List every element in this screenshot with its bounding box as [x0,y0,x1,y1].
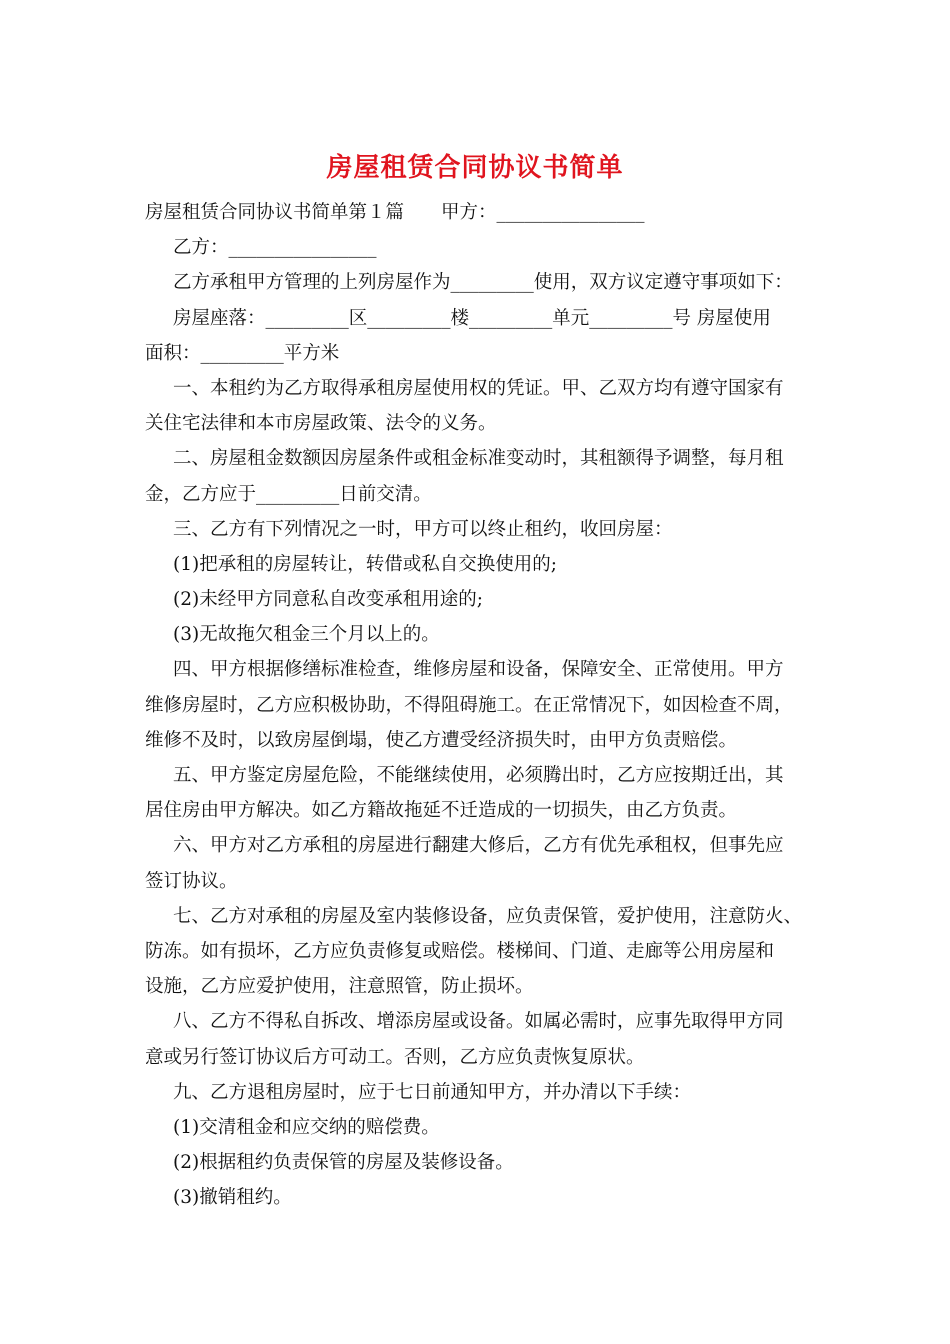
document-title: 房屋租赁合同协议书简单 [326,153,624,183]
doc-line: 乙方承租甲方管理的上列房屋作为_________使用，双方议定遵守事项如下： [173,272,793,294]
doc-line: 面积：_________平方米 [145,342,340,364]
doc-line: 房屋座落：_________区_________楼_________单元_________号 房屋使用 [173,307,771,329]
doc-line: (3)无故拖欠租金三个月以上的。 [173,624,440,646]
doc-line: (1)把承租的房屋转让，转借或私自交换使用的; [173,553,557,575]
doc-line: 五、甲方鉴定房屋危险，不能继续使用，必须腾出时，乙方应按期迁出，其 [173,765,784,786]
doc-line: (3)撤销租约。 [173,1187,292,1209]
doc-line: 设施，乙方应爱护使用，注意照管，防止损坏。 [145,976,534,998]
doc-line: 防冻。如有损坏，乙方应负责修复或赔偿。楼梯间、门道、走廊等公用房屋和 [145,940,775,962]
doc-line: (1)交清租金和应交纳的赔偿费。 [173,1116,440,1138]
doc-line: 关住宅法律和本市房屋政策、法令的义务。 [145,413,497,435]
doc-line: 金，乙方应于_________日前交清。 [145,483,432,505]
doc-line: 居住房由甲方解决。如乙方籍故拖延不迁造成的一切损失，由乙方负责。 [145,800,738,822]
doc-line: 六、甲方对乙方承租的房屋进行翻建大修后，乙方有优先承租权，但事先应 [173,835,784,857]
doc-line: 乙方：________________ [173,237,377,259]
doc-line: 四、甲方根据修缮标准检查，维修房屋和设备，保障安全、正常使用。甲方 [173,659,784,681]
doc-line: 九、乙方退租房屋时，应于七日前通知甲方，并办清以下手续： [173,1081,692,1103]
doc-line: (2)未经甲方同意私自改变承租用途的; [173,589,483,611]
doc-line: 房屋租赁合同协议书简单第１篇 甲方：________________ [145,202,645,223]
doc-line: 维修不及时，以致房屋倒塌，使乙方遭受经济损失时，由甲方负责赔偿。 [145,729,738,751]
doc-line: 七、乙方对承租的房屋及室内装修设备，应负责保管，爱护使用，注意防火、 [173,905,803,927]
doc-line: 意或另行签订协议后方可动工。否则，乙方应负责恢复原状。 [145,1046,645,1068]
document-body [145,195,810,1215]
doc-line: 一、本租约为乙方取得承租房屋使用权的凭证。甲、乙双方均有遵守国家有 [173,377,784,399]
doc-line: 二、房屋租金数额因房屋条件或租金标准变动时，其租额得予调整，每月租 [173,448,784,470]
doc-line: 三、乙方有下列情况之一时，甲方可以终止租约，收回房屋： [173,518,673,540]
doc-line: 签订协议。 [145,870,238,892]
doc-line: 维修房屋时，乙方应积极协助，不得阻碍施工。在正常情况下，如因检查不周， [145,694,793,716]
doc-line: 八、乙方不得私自拆改、增添房屋或设备。如属必需时，应事先取得甲方同 [173,1011,784,1033]
doc-line: (2)根据租约负责保管的房屋及装修设备。 [173,1152,514,1174]
